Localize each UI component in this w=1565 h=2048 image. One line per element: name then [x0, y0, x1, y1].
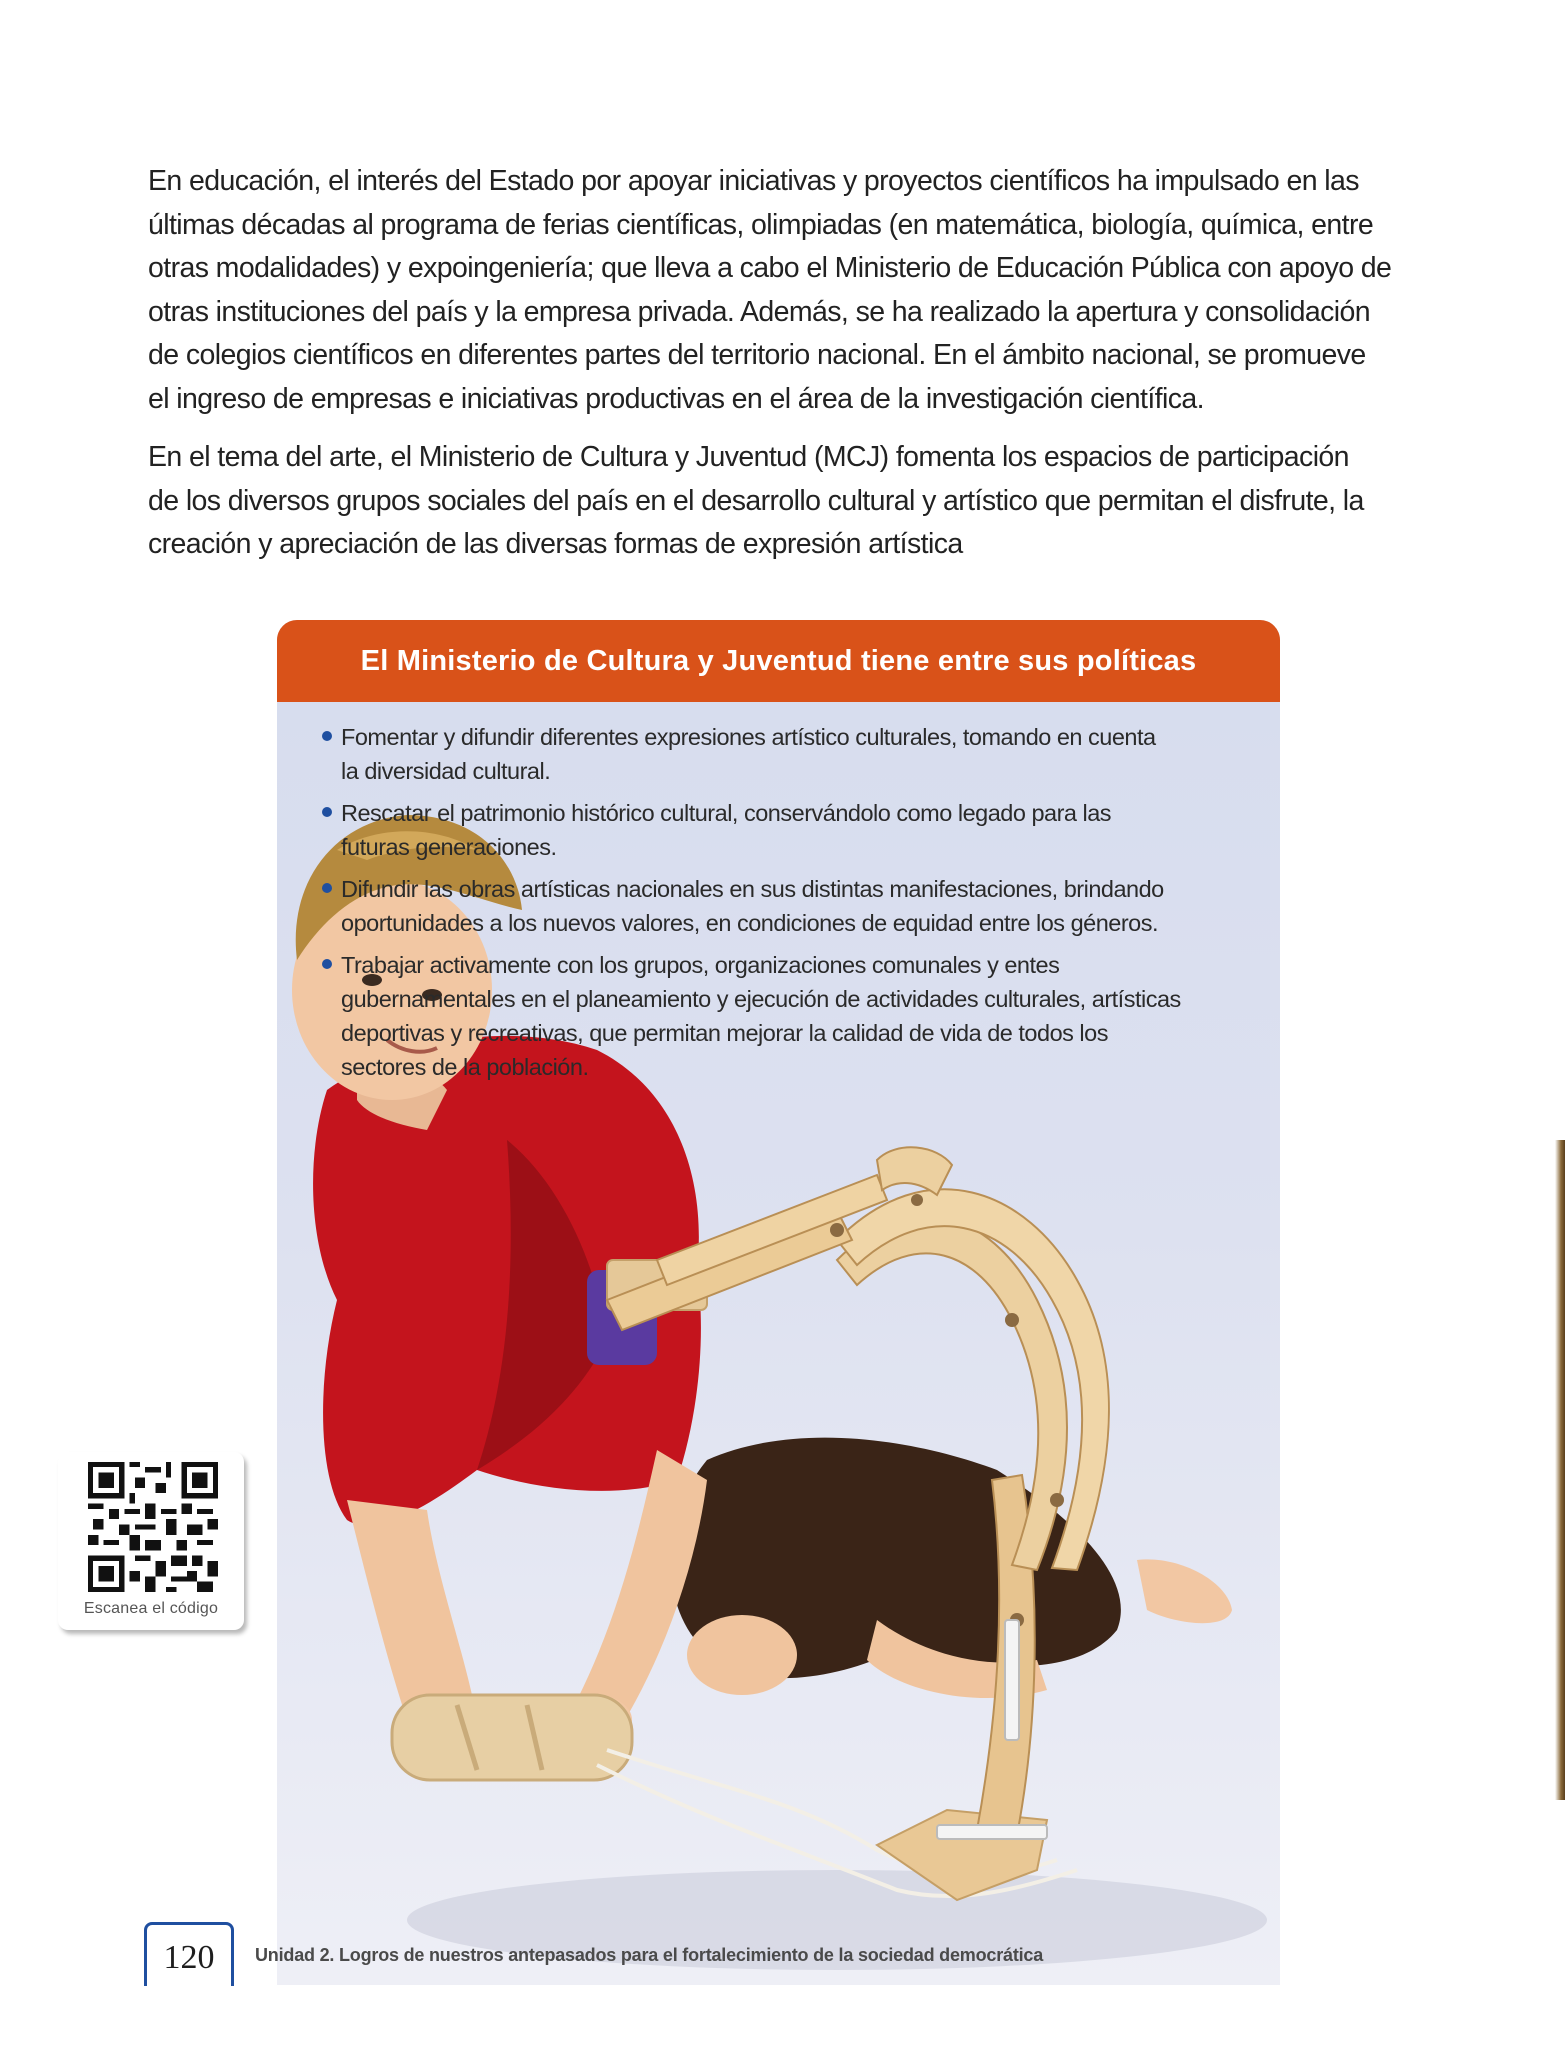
text-line: En el tema del arte, el Ministerio de Cultura y Juventud (MCJ) fomenta los espacios de participación — [148, 441, 1349, 473]
page-number: 120 — [144, 1922, 234, 1986]
text-line: Trabajar activamente con los grupos, organizaciones comunales y entes — [341, 952, 1060, 978]
qr-code-icon — [88, 1462, 218, 1592]
text-line: oportunidades a los nuevos valores, en condiciones de equidad entre los géneros. — [341, 910, 1159, 936]
text-line: otras instituciones del país y la empresa privada. Además, se ha realizado la apertura y consolidación — [148, 295, 1371, 328]
bullet-icon — [322, 807, 332, 817]
footer-unit-title: Unidad 2. Logros de nuestros antepasados para el fortalecimiento de la sociedad democrática — [255, 1945, 1044, 1965]
page-edge-decoration — [1555, 1140, 1565, 1800]
foot — [1137, 1559, 1232, 1623]
policy-list — [322, 720, 1232, 1092]
knee — [687, 1615, 797, 1695]
list-item — [322, 796, 1232, 864]
bullet-icon — [322, 883, 332, 893]
text-line: futuras generaciones. — [341, 834, 557, 860]
list-item — [322, 948, 1232, 1084]
text-line: de los diversos grupos sociales del país en el desarrollo cultural y artístico que permitan el disfrute, la — [148, 484, 1364, 517]
text-line: el ingreso de empresas e iniciativas productivas en el área de la investigación científica. — [148, 382, 1204, 415]
text-line: deportivas y recreativas, que permitan mejorar la calidad de vida de todos los — [341, 1020, 1108, 1046]
list-item — [322, 720, 1232, 788]
policy-box-title: El Ministerio de Cultura y Juventud tiene entre sus políticas — [277, 620, 1280, 702]
pivot — [1050, 1493, 1064, 1507]
text-line: gubernamentales en el planeamiento y ejecución de actividades culturales, artísticas — [341, 986, 1181, 1012]
text-line: sectores de la población. — [341, 1054, 589, 1080]
text-line: Fomentar y difundir diferentes expresiones artístico culturales, tomando en cuenta — [341, 724, 1156, 750]
text-line: En educación, el interés del Estado por apoyar iniciativas y proyectos científicos ha impulsado en las — [148, 165, 1359, 197]
pivot — [911, 1194, 923, 1206]
pivot — [830, 1223, 844, 1237]
text-line: Rescatar el patrimonio histórico cultural, conservándolo como legado para las — [341, 800, 1112, 826]
list-item — [322, 872, 1232, 940]
bullet-icon — [322, 731, 332, 741]
text-line: otras modalidades) y expoingeniería; que lleva a cabo el Ministerio de Educación Pública con apoyo de — [148, 252, 1392, 284]
text-line: últimas décadas al programa de ferias científicas, olimpiadas (en matemática, biología, química, entre — [148, 208, 1374, 241]
text-line: de colegios científicos en diferentes partes del territorio nacional. En el ámbito nacional, se promueve — [148, 339, 1366, 371]
paragraph-art — [148, 436, 1380, 567]
text-line: la diversidad cultural. — [341, 758, 551, 784]
text-line: Difundir las obras artísticas nacionales en sus distintas manifestaciones, brindando — [341, 876, 1164, 902]
paragraph-education — [148, 160, 1392, 421]
pivot — [1005, 1313, 1019, 1327]
qr-code-card[interactable] — [58, 1452, 244, 1630]
controller-box — [392, 1695, 632, 1780]
syringe — [1005, 1620, 1019, 1740]
policy-panel — [277, 620, 1280, 1985]
bullet-icon — [322, 959, 332, 969]
syringe — [937, 1825, 1047, 1839]
text-line: creación y apreciación de las diversas formas de expresión artística — [148, 528, 963, 560]
qr-caption: Escanea el código — [83, 1600, 219, 1617]
gripper — [877, 1147, 952, 1195]
